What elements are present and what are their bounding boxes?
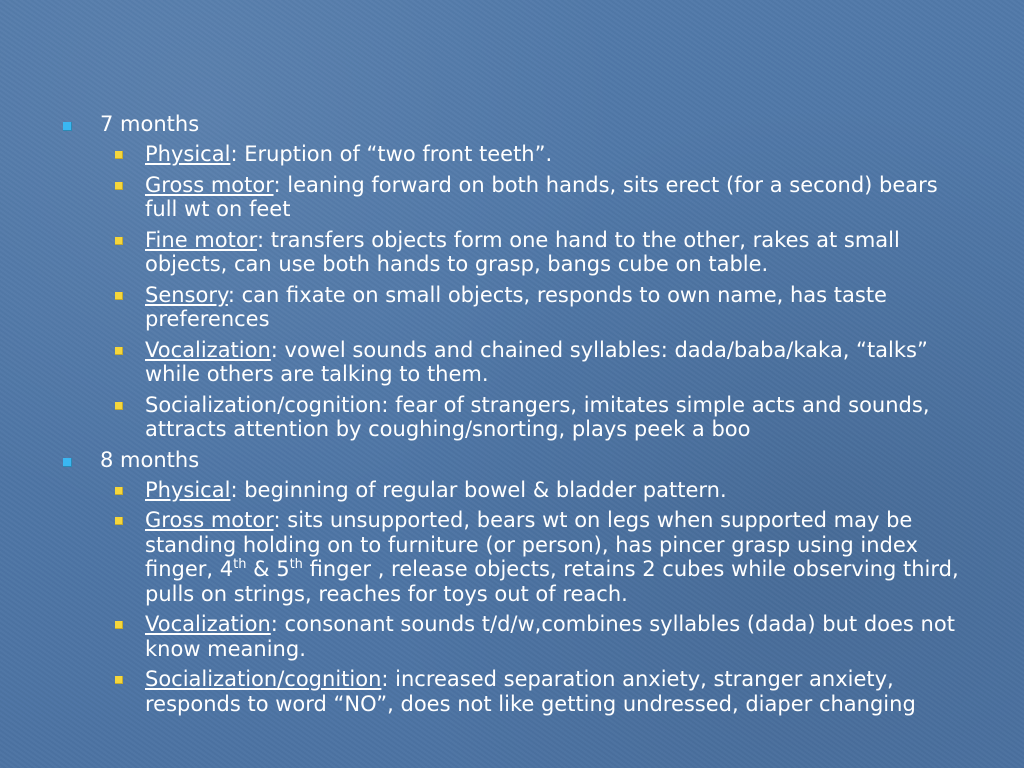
item-term: Physical [145, 142, 231, 166]
slide-body [60, 112, 970, 722]
item-text: : transfers objects form one hand to the other, rakes at small objects, can use both hands to grasp, bangs cube on table. [145, 227, 900, 276]
item-text: : vowel sounds and chained syllables: dada/baba/kaka, “talks” while others are talking to them. [145, 337, 928, 386]
list-item-vocalization [100, 338, 970, 387]
square-bullet-icon [115, 676, 123, 684]
list-item-sensory [100, 283, 970, 332]
square-bullet-icon [115, 182, 123, 190]
square-bullet-icon [115, 151, 123, 159]
item-text: : leaning forward on both hands, sits erect (for a second) bears full wt on feet [145, 172, 938, 221]
item-text: Socialization/cognition: fear of strangers, imitates simple acts and sounds, attracts attention by coughing/snorting, plays peek a boo [145, 392, 930, 441]
square-bullet-icon [63, 458, 72, 467]
ordinal-suffix: th [233, 557, 247, 572]
list-item-gross-motor [100, 508, 970, 606]
square-bullet-icon [115, 292, 123, 300]
ordinal-suffix: th [289, 557, 303, 572]
item-term: Gross motor [145, 508, 274, 532]
sub-bullet-list [100, 142, 970, 442]
list-item-physical [100, 142, 970, 167]
square-bullet-icon [115, 517, 123, 525]
item-term: Fine motor [145, 227, 257, 252]
square-bullet-icon [63, 122, 72, 131]
item-term: Vocalization [145, 612, 271, 636]
item-term: Sensory [145, 282, 228, 307]
square-bullet-icon [115, 487, 123, 495]
item-text: & 5 [246, 557, 290, 581]
list-item-socialization [100, 393, 970, 442]
list-item-physical [100, 478, 970, 503]
item-text: : Eruption of “two front teeth”. [230, 142, 553, 166]
square-bullet-icon [115, 621, 123, 629]
list-item-fine-motor [100, 228, 970, 277]
main-bullet-list [60, 112, 970, 716]
section-8-months [60, 448, 970, 717]
sub-bullet-list [100, 478, 970, 717]
list-item-socialization [100, 667, 970, 716]
section-heading: 7 months [100, 112, 200, 136]
square-bullet-icon [115, 402, 123, 410]
section-7-months [60, 112, 970, 442]
item-text: : beginning of regular bowel & bladder pattern. [230, 477, 727, 502]
square-bullet-icon [115, 237, 123, 245]
item-term: Socialization/cognition [145, 667, 382, 691]
item-term: Physical [145, 477, 231, 502]
list-item-vocalization [100, 612, 970, 661]
section-heading: 8 months [100, 447, 200, 472]
item-text: : sits unsupported, bears wt on legs when supported may be standing holding on to furniture (or person), has pincer grasp using index finger, 4 [145, 508, 918, 581]
item-text: : increased separation anxiety, stranger anxiety, responds to word “NO”, does not like getting undressed, diaper changing [145, 667, 916, 716]
item-term: Gross motor [145, 172, 274, 197]
item-term: Vocalization [145, 337, 271, 362]
square-bullet-icon [115, 347, 123, 355]
list-item-gross-motor [100, 173, 970, 222]
item-text: finger , release objects, retains 2 cubes while observing third, pulls on strings, reaches for toys out of reach. [145, 557, 959, 606]
item-text: : consonant sounds t/d/w,combines syllables (dada) but does not know meaning. [145, 612, 955, 661]
item-text: : can fixate on small objects, responds to own name, has taste preferences [145, 282, 887, 331]
